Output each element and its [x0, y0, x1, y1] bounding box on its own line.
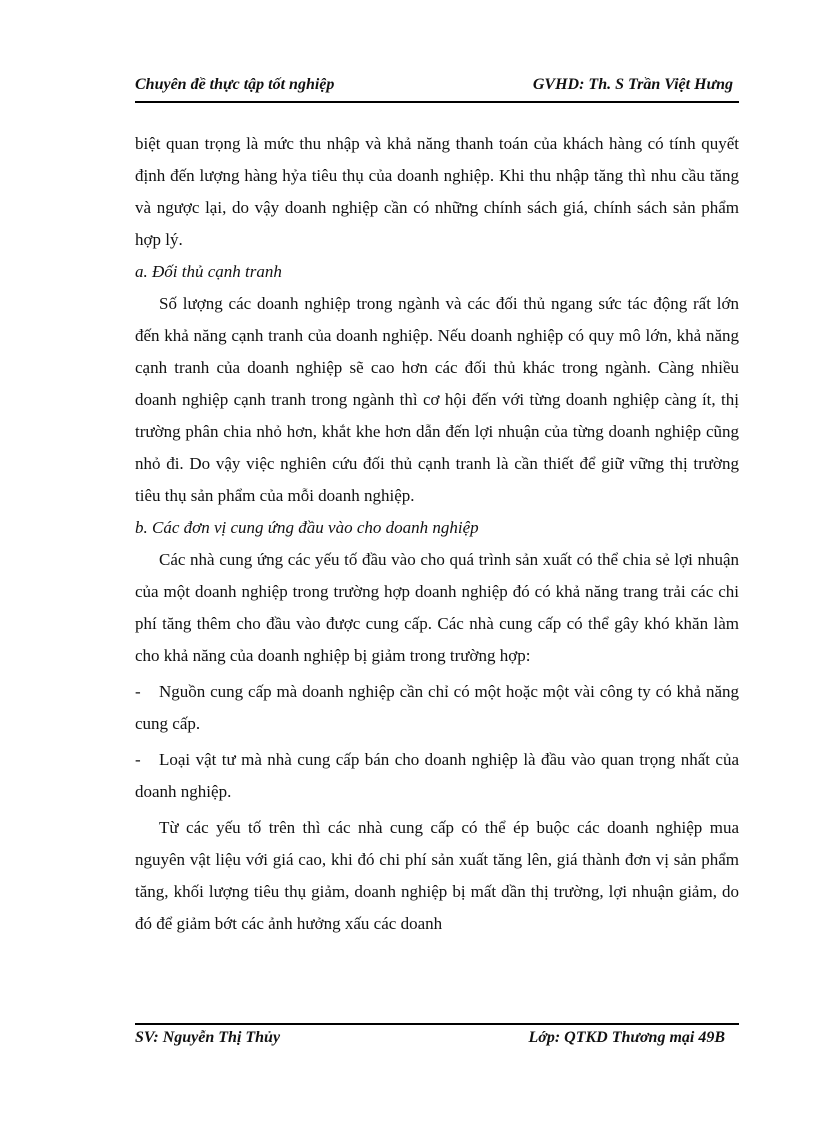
bullet-text: Nguồn cung cấp mà doanh nghiệp cần chỉ có một hoặc một vài công ty có khả năng cung cấp. — [135, 682, 739, 733]
header-rule — [135, 101, 739, 103]
section-heading-suppliers: b. Các đơn vị cung ứng đầu vào cho doanh nghiệp — [135, 518, 479, 537]
paragraph-supplier-pressure: Từ các yếu tố trên thì các nhà cung cấp có thể ép buộc các doanh nghiệp mua nguyên vật liệu với giá cao, khi đó chi phí sản xuất tăng lên, giá thành đơn vị sản phẩm tăng, khối lượng tiêu thụ giảm, doanh nghiệp bị mất dần thị trường, lợi nhuận giảm, do đó để giảm bớt các ảnh hưởng xấu các doanh — [135, 818, 739, 933]
page-header — [135, 76, 739, 100]
bullet-item — [135, 676, 739, 740]
paragraph-suppliers: Các nhà cung ứng các yếu tố đầu vào cho quá trình sản xuất có thể chia sẻ lợi nhuận của một doanh nghiệp trong trường hợp doanh nghiệp đó có khả năng trang trải các chi phí tăng thêm cho đầu vào được cung cấp. Các nhà cung cấp có thể gây khó khăn làm cho khả năng của doanh nghiệp bị giảm trong trường hợp: — [135, 550, 739, 665]
header-thesis-title: Chuyên đề thực tập tốt nghiệp — [135, 76, 335, 93]
paragraph-income: biệt quan trọng là mức thu nhập và khả năng thanh toán của khách hàng có tính quyết định đến lượng hàng hỷa tiêu thụ của doanh nghiệp. Khi thu nhập tăng thì nhu cầu tăng và ngược lại, do vậy doanh nghiệp cần có những chính sách giá, chính sách sản phẩm hợp lý. — [135, 134, 739, 249]
bullet-mark: - — [135, 682, 141, 701]
bullet-mark: - — [135, 750, 141, 769]
page-body — [135, 128, 739, 940]
bullet-text: Loại vật tư mà nhà cung cấp bán cho doanh nghiệp là đầu vào quan trọng nhất của doanh nghiệp. — [135, 750, 739, 801]
footer-class: Lớp: QTKD Thương mại 49B — [528, 1029, 725, 1046]
footer-student: SV: Nguyễn Thị Thủy — [135, 1029, 281, 1046]
section-heading-competitors: a. Đối thủ cạnh tranh — [135, 262, 282, 281]
bullet-item — [135, 744, 739, 808]
paragraph-competitors: Số lượng các doanh nghiệp trong ngành và các đối thủ ngang sức tác động rất lớn đến khả năng cạnh tranh của doanh nghiệp. Nếu doanh nghiệp có quy mô lớn, khả năng cạnh tranh của doanh nghiệp sẽ cao hơn các đối thủ khác trong ngành. Càng nhiều doanh nghiệp cạnh tranh trong ngành thì cơ hội đến với từng doanh nghiệp càng ít, thị trường phân chia nhỏ hơn, khắt khe hơn dẫn đến lợi nhuận của từng doanh nghiệp cũng nhỏ đi. Do vậy việc nghiên cứu đối thủ cạnh tranh là cần thiết để giữ vững thị trường tiêu thụ sản phẩm của mỗi doanh nghiệp. — [135, 294, 739, 505]
footer-rule — [135, 1023, 739, 1025]
header-advisor: GVHD: Th. S Trần Việt Hưng — [532, 76, 733, 93]
page-footer — [135, 1029, 739, 1053]
